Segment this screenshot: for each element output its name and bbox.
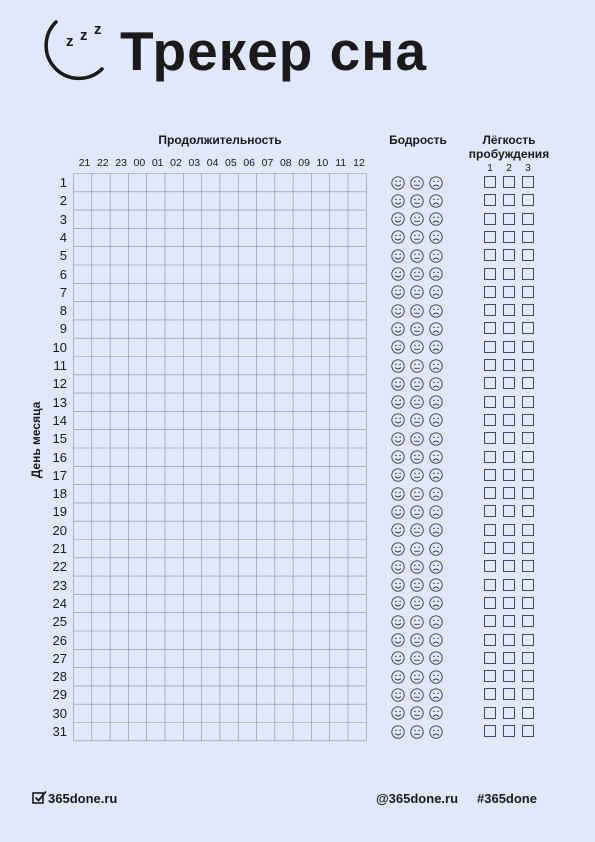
sad-face-icon[interactable] — [429, 615, 443, 629]
day-number: 20 — [52, 522, 67, 538]
sad-face-icon[interactable] — [429, 413, 443, 427]
happy-face-icon[interactable] — [391, 432, 405, 446]
neutral-face-icon[interactable] — [410, 395, 424, 409]
happy-face-icon[interactable] — [391, 542, 405, 556]
neutral-face-icon[interactable] — [410, 725, 424, 739]
wake-ease-checkbox[interactable] — [522, 597, 534, 609]
sad-face-icon[interactable] — [429, 230, 443, 244]
neutral-face-icon[interactable] — [410, 322, 424, 336]
duration-header: Продолжительность — [158, 133, 282, 147]
neutral-face-icon[interactable] — [410, 194, 424, 208]
sleep-duration-grid[interactable] — [73, 173, 368, 742]
wake-ease-checkbox[interactable] — [484, 579, 496, 591]
sad-face-icon[interactable] — [429, 249, 443, 263]
sad-face-icon[interactable] — [429, 322, 443, 336]
sad-face-icon[interactable] — [429, 523, 443, 537]
wake-ease-checkbox[interactable] — [522, 194, 534, 206]
wake-ease-checkbox[interactable] — [484, 231, 496, 243]
wake-ease-checkbox[interactable] — [484, 469, 496, 481]
neutral-face-icon[interactable] — [410, 413, 424, 427]
wake-ease-checkbox[interactable] — [522, 560, 534, 572]
wake-ease-checkbox[interactable] — [503, 469, 515, 481]
day-number: 4 — [59, 229, 67, 245]
day-number: 2 — [59, 193, 67, 209]
wake-ease-checkbox[interactable] — [484, 341, 496, 353]
day-number: 21 — [52, 541, 67, 556]
sad-face-icon[interactable] — [429, 633, 443, 647]
happy-face-icon[interactable] — [391, 395, 405, 409]
day-number: 31 — [52, 724, 67, 739]
wake-ease-checkbox[interactable] — [522, 615, 534, 627]
hour-label: 21 — [78, 157, 91, 169]
day-number: 29 — [52, 687, 67, 703]
neutral-face-icon[interactable] — [410, 578, 424, 592]
day-number: 17 — [52, 467, 67, 483]
day-axis-label: День месяца — [29, 401, 43, 479]
wake-ease-checkbox[interactable] — [484, 396, 496, 408]
neutral-face-icon[interactable] — [410, 304, 424, 318]
neutral-face-icon[interactable] — [410, 560, 424, 574]
neutral-face-icon[interactable] — [410, 249, 424, 263]
sad-face-icon[interactable] — [429, 395, 443, 409]
hour-label: 11 — [335, 157, 347, 169]
sad-face-icon[interactable] — [429, 670, 443, 684]
wake-ease-checkbox[interactable] — [484, 451, 496, 463]
sad-face-icon[interactable] — [429, 359, 443, 373]
svg-text:z: z — [94, 21, 102, 38]
checkbox-check-icon — [32, 790, 47, 805]
wake-ease-checkbox[interactable] — [503, 286, 515, 298]
neutral-face-icon[interactable] — [410, 523, 424, 537]
neutral-face-icon[interactable] — [410, 377, 424, 391]
happy-face-icon[interactable] — [391, 377, 405, 391]
happy-face-icon[interactable] — [391, 615, 405, 629]
wake-ease-checkbox[interactable] — [503, 304, 515, 316]
day-number: 16 — [52, 449, 67, 465]
sad-face-icon[interactable] — [429, 560, 443, 574]
happy-face-icon[interactable] — [391, 285, 405, 299]
day-number: 26 — [52, 632, 67, 648]
wake-ease-checkbox[interactable] — [522, 377, 534, 389]
neutral-face-icon[interactable] — [410, 596, 424, 610]
wake-ease-checkbox[interactable] — [484, 286, 496, 298]
day-number: 28 — [52, 669, 67, 685]
neutral-face-icon[interactable] — [410, 230, 424, 244]
wake-ease-checkbox[interactable] — [503, 560, 515, 572]
wake-ease-checkbox[interactable] — [522, 652, 534, 664]
wake-ease-checkbox[interactable] — [484, 652, 496, 664]
happy-face-icon[interactable] — [391, 468, 405, 482]
happy-face-icon[interactable] — [391, 194, 405, 208]
wake-ease-checkbox[interactable] — [484, 414, 496, 426]
wake-ease-checkbox[interactable] — [503, 249, 515, 261]
wake-ease-checkbox[interactable] — [503, 670, 515, 682]
day-number: 15 — [52, 431, 67, 447]
neutral-face-icon[interactable] — [410, 450, 424, 464]
wake-ease-checkbox[interactable] — [484, 249, 496, 261]
hour-label: 12 — [353, 157, 365, 169]
hour-label: 10 — [316, 157, 329, 169]
happy-face-icon[interactable] — [391, 230, 405, 244]
day-number: 23 — [52, 577, 67, 593]
wake-ease-checkbox[interactable] — [503, 505, 515, 517]
footer-handle[interactable]: @365done.ru — [376, 791, 459, 806]
sad-face-icon[interactable] — [429, 267, 443, 281]
sad-face-icon[interactable] — [429, 706, 443, 720]
day-number: 9 — [59, 321, 67, 337]
happy-face-icon[interactable] — [391, 725, 405, 739]
happy-face-icon[interactable] — [391, 651, 405, 665]
wake-ease-checkbox[interactable] — [522, 451, 534, 463]
sad-face-icon[interactable] — [429, 468, 443, 482]
wake-ease-checkbox[interactable] — [484, 615, 496, 627]
wake-ease-checkbox[interactable] — [484, 432, 496, 444]
svg-text:z: z — [66, 33, 74, 50]
wake-ease-level-label: 2 — [506, 163, 512, 174]
wake-ease-checkbox[interactable] — [484, 725, 496, 737]
wake-ease-checkbox[interactable] — [503, 176, 515, 188]
wake-ease-checkbox[interactable] — [484, 359, 496, 371]
svg-text:z: z — [80, 27, 88, 44]
wake-ease-checkbox[interactable] — [503, 688, 515, 700]
wake-ease-checkbox[interactable] — [484, 176, 496, 188]
happy-face-icon[interactable] — [391, 523, 405, 537]
happy-face-icon[interactable] — [391, 578, 405, 592]
page-title: Трекер сна — [120, 20, 428, 82]
happy-face-icon[interactable] — [391, 267, 405, 281]
wake-ease-checkbox[interactable] — [522, 231, 534, 243]
wake-ease-checkbox[interactable] — [522, 487, 534, 499]
day-number: 8 — [59, 303, 67, 319]
happy-face-icon[interactable] — [391, 322, 405, 336]
neutral-face-icon[interactable] — [410, 359, 424, 373]
wake-ease-checkbox[interactable] — [484, 213, 496, 225]
wake-ease-checkbox[interactable] — [484, 670, 496, 682]
wake-ease-checkbox[interactable] — [522, 524, 534, 536]
happy-face-icon[interactable] — [391, 670, 405, 684]
wake-ease-checkbox[interactable] — [484, 560, 496, 572]
day-number: 27 — [52, 650, 67, 666]
wake-ease-checkbox[interactable] — [522, 396, 534, 408]
wake-ease-checkbox[interactable] — [484, 634, 496, 646]
wake-ease-level-label: 1 — [487, 163, 493, 174]
wake-ease-checkbox[interactable] — [503, 542, 515, 554]
wake-ease-checkbox[interactable] — [522, 304, 534, 316]
neutral-face-icon[interactable] — [410, 487, 424, 501]
neutral-face-icon[interactable] — [410, 670, 424, 684]
happy-face-icon[interactable] — [391, 340, 405, 354]
wake-ease-checkbox[interactable] — [484, 524, 496, 536]
neutral-face-icon[interactable] — [410, 176, 424, 190]
wake-ease-checkbox[interactable] — [503, 396, 515, 408]
wake-ease-checkbox[interactable] — [484, 597, 496, 609]
neutral-face-icon[interactable] — [410, 468, 424, 482]
wake-ease-checkbox[interactable] — [522, 670, 534, 682]
hour-label: 02 — [170, 157, 182, 169]
wake-ease-checkbox[interactable] — [503, 268, 515, 280]
sad-face-icon[interactable] — [429, 688, 443, 702]
wake-ease-checkbox[interactable] — [503, 707, 515, 719]
sad-face-icon[interactable] — [429, 377, 443, 391]
day-number: 24 — [52, 595, 67, 611]
footer-hashtag[interactable]: #365done — [477, 791, 537, 806]
sad-face-icon[interactable] — [429, 450, 443, 464]
wake-ease-checkbox[interactable] — [503, 341, 515, 353]
moon-zzz-icon — [34, 14, 112, 84]
wake-ease-checkbox[interactable] — [522, 542, 534, 554]
happy-face-icon[interactable] — [391, 596, 405, 610]
wake-ease-checkbox[interactable] — [484, 322, 496, 334]
day-number: 3 — [59, 211, 67, 227]
neutral-face-icon[interactable] — [410, 432, 424, 446]
wake-ease-checkbox[interactable] — [503, 652, 515, 664]
sad-face-icon[interactable] — [429, 340, 443, 354]
wake-ease-level-label: 3 — [525, 163, 531, 174]
day-number: 19 — [52, 504, 67, 520]
day-number: 1 — [59, 175, 67, 190]
wake-ease-checkbox[interactable] — [503, 377, 515, 389]
happy-face-icon[interactable] — [391, 176, 405, 190]
sad-face-icon[interactable] — [429, 487, 443, 501]
happy-face-icon[interactable] — [391, 304, 405, 318]
wake-ease-checkbox[interactable] — [522, 725, 534, 737]
day-number: 22 — [52, 559, 67, 575]
wake-ease-checkbox[interactable] — [484, 542, 496, 554]
day-number: 6 — [59, 266, 67, 282]
wake-ease-checkbox[interactable] — [484, 688, 496, 700]
neutral-face-icon[interactable] — [410, 615, 424, 629]
sad-face-icon[interactable] — [429, 578, 443, 592]
day-number: 18 — [52, 486, 67, 502]
hour-label: 22 — [96, 157, 109, 169]
wake-ease-checkbox[interactable] — [503, 579, 515, 591]
sad-face-icon[interactable] — [429, 304, 443, 318]
happy-face-icon[interactable] — [391, 633, 405, 647]
hour-label: 03 — [188, 157, 201, 169]
wake-ease-checkbox[interactable] — [522, 176, 534, 188]
hour-label: 07 — [261, 157, 274, 169]
day-number: 13 — [52, 394, 67, 410]
happy-face-icon[interactable] — [391, 688, 405, 702]
wake-ease-checkbox[interactable] — [503, 615, 515, 627]
neutral-face-icon[interactable] — [410, 505, 424, 519]
sad-face-icon[interactable] — [429, 651, 443, 665]
hour-label: 00 — [133, 157, 146, 169]
happy-face-icon[interactable] — [391, 212, 405, 226]
hour-label: 06 — [243, 157, 256, 169]
wake-ease-checkbox[interactable] — [503, 213, 515, 225]
hour-label: 01 — [151, 157, 164, 169]
happy-face-icon[interactable] — [391, 487, 405, 501]
neutral-face-icon[interactable] — [410, 688, 424, 702]
happy-face-icon[interactable] — [391, 560, 405, 574]
neutral-face-icon[interactable] — [410, 542, 424, 556]
wake-ease-checkbox[interactable] — [503, 231, 515, 243]
wake-ease-checkbox[interactable] — [503, 524, 515, 536]
wake-ease-checkbox[interactable] — [503, 432, 515, 444]
neutral-face-icon[interactable] — [410, 706, 424, 720]
happy-face-icon[interactable] — [391, 359, 405, 373]
happy-face-icon[interactable] — [391, 413, 405, 427]
wake-ease-checkbox[interactable] — [503, 194, 515, 206]
wake-ease-checkbox[interactable] — [522, 213, 534, 225]
happy-face-icon[interactable] — [391, 249, 405, 263]
day-number: 12 — [52, 376, 67, 392]
wake-ease-checkbox[interactable] — [503, 634, 515, 646]
wake-ease-checkbox[interactable] — [484, 268, 496, 280]
neutral-face-icon[interactable] — [410, 285, 424, 299]
neutral-face-icon[interactable] — [410, 267, 424, 281]
day-number: 25 — [52, 614, 67, 630]
wake-ease-checkbox[interactable] — [484, 194, 496, 206]
sad-face-icon[interactable] — [429, 176, 443, 190]
wake-ease-checkbox[interactable] — [522, 249, 534, 261]
wake-ease-checkbox[interactable] — [503, 322, 515, 334]
hour-label: 04 — [206, 157, 219, 169]
wake-ease-checkbox[interactable] — [522, 414, 534, 426]
sad-face-icon[interactable] — [429, 725, 443, 739]
wake-ease-checkbox[interactable] — [484, 487, 496, 499]
hour-label: 23 — [115, 157, 127, 169]
alertness-header: Бодрость — [389, 133, 447, 147]
happy-face-icon[interactable] — [391, 706, 405, 720]
wake-ease-checkbox[interactable] — [503, 451, 515, 463]
wake-ease-checkbox[interactable] — [522, 322, 534, 334]
day-number: 5 — [59, 248, 67, 264]
day-number: 14 — [52, 412, 67, 428]
sad-face-icon[interactable] — [429, 505, 443, 519]
wake-ease-checkbox[interactable] — [522, 268, 534, 280]
wake-ease-checkbox[interactable] — [522, 505, 534, 517]
wake-ease-checkbox[interactable] — [503, 359, 515, 371]
neutral-face-icon[interactable] — [410, 651, 424, 665]
wake-ease-checkbox[interactable] — [484, 377, 496, 389]
sad-face-icon[interactable] — [429, 285, 443, 299]
wake-ease-label: Лёгкость пробуждения — [468, 133, 550, 161]
wake-ease-checkbox[interactable] — [484, 707, 496, 719]
wake-ease-checkbox[interactable] — [522, 688, 534, 700]
sad-face-icon[interactable] — [429, 212, 443, 226]
wake-ease-checkbox[interactable] — [522, 634, 534, 646]
footer-site[interactable]: 365done.ru — [48, 791, 118, 806]
wake-ease-checkbox[interactable] — [522, 432, 534, 444]
wake-ease-checkbox[interactable] — [522, 286, 534, 298]
wake-ease-checkbox[interactable] — [503, 487, 515, 499]
sad-face-icon[interactable] — [429, 194, 443, 208]
sad-face-icon[interactable] — [429, 432, 443, 446]
day-number: 30 — [52, 705, 67, 721]
sad-face-icon[interactable] — [429, 596, 443, 610]
wake-ease-checkbox[interactable] — [484, 505, 496, 517]
wake-ease-checkbox[interactable] — [503, 414, 515, 426]
day-number: 10 — [52, 339, 67, 355]
happy-face-icon[interactable] — [391, 505, 405, 519]
day-number: 11 — [53, 358, 67, 373]
day-number: 7 — [59, 284, 67, 300]
wake-ease-checkbox[interactable] — [484, 304, 496, 316]
wake-ease-checkbox[interactable] — [522, 579, 534, 591]
neutral-face-icon[interactable] — [410, 212, 424, 226]
wake-ease-checkbox[interactable] — [503, 725, 515, 737]
neutral-face-icon[interactable] — [410, 340, 424, 354]
wake-ease-checkbox[interactable] — [522, 707, 534, 719]
wake-ease-checkbox[interactable] — [503, 597, 515, 609]
wake-ease-checkbox[interactable] — [522, 469, 534, 481]
hour-label: 08 — [279, 157, 292, 169]
happy-face-icon[interactable] — [391, 450, 405, 464]
wake-ease-header — [456, 133, 562, 161]
hour-label: 09 — [298, 157, 310, 169]
wake-ease-checkbox[interactable] — [522, 359, 534, 371]
sad-face-icon[interactable] — [429, 542, 443, 556]
hour-label: 05 — [225, 157, 237, 169]
wake-ease-checkbox[interactable] — [522, 341, 534, 353]
neutral-face-icon[interactable] — [410, 633, 424, 647]
